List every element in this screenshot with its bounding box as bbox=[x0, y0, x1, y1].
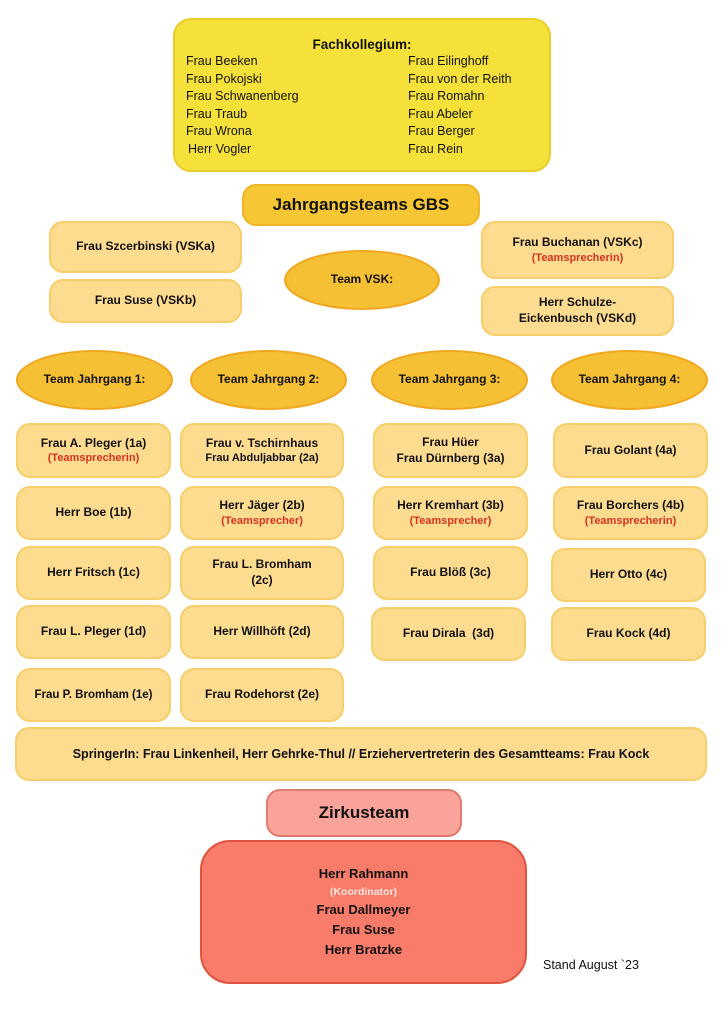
member-name: (2c) bbox=[251, 573, 273, 587]
team-title: Team VSK: bbox=[330, 272, 394, 287]
vsk-member-c bbox=[481, 221, 674, 279]
member-1e bbox=[16, 668, 171, 722]
member-name: Herr Otto (4c) bbox=[589, 567, 668, 582]
team-jahrgang-1-oval bbox=[16, 350, 173, 410]
zirkusteam-title: Zirkusteam bbox=[266, 789, 462, 837]
member-name: Frau Golant (4a) bbox=[584, 442, 677, 457]
fachkollegium-box bbox=[173, 18, 551, 172]
role-label: (Koordinator) bbox=[329, 885, 398, 898]
staff-name: Frau Wrona bbox=[186, 124, 252, 138]
member-name: Herr Kremhart (3b) bbox=[397, 498, 504, 513]
role-label: (Teamsprecherin) bbox=[531, 251, 624, 264]
staff-name: Frau Berger bbox=[408, 124, 475, 138]
role-label: (Teamsprecherin) bbox=[584, 514, 677, 527]
team-jahrgang-4-oval bbox=[551, 350, 708, 410]
member-name: Frau Hüer bbox=[422, 434, 479, 449]
vsk-member-b bbox=[49, 279, 242, 323]
member-1c bbox=[16, 546, 171, 600]
member-2b bbox=[180, 486, 344, 540]
member-name: Frau v. Tschirnhaus bbox=[205, 435, 319, 450]
member-name: Herr Fritsch (1c) bbox=[47, 565, 140, 580]
member-name: Frau A. Pleger (1a) bbox=[40, 435, 147, 450]
zirkusteam-box bbox=[200, 840, 527, 984]
staff-name: Frau Traub bbox=[186, 106, 248, 121]
team-jahrgang-3-oval bbox=[371, 350, 528, 410]
member-4b bbox=[553, 486, 708, 540]
staff-name: Frau Beeken bbox=[186, 54, 258, 68]
member-3d bbox=[371, 607, 526, 661]
member-1b bbox=[16, 486, 171, 540]
member-2a bbox=[180, 423, 344, 478]
team-title: Team Jahrgang 3: bbox=[398, 372, 501, 387]
member-2d bbox=[180, 605, 344, 659]
member-name: Herr Willhöft (2d) bbox=[213, 624, 311, 639]
fachkollegium-right-column bbox=[408, 53, 512, 158]
team-title: Team Jahrgang 4: bbox=[578, 372, 681, 387]
member-name: Herr Boe (1b) bbox=[55, 505, 132, 520]
member-name: Frau P. Bromham (1e) bbox=[34, 688, 153, 701]
member-name: Frau Dallmeyer bbox=[316, 901, 411, 917]
member-name: Frau Rodehorst (2e) bbox=[204, 687, 319, 702]
role-label: (Teamsprecher) bbox=[409, 514, 492, 527]
staff-name: Frau Pokojski bbox=[186, 71, 262, 86]
member-name: Herr Bratzke bbox=[324, 942, 403, 958]
member-name: Frau Abduljabbar (2a) bbox=[205, 452, 319, 465]
role-label: (Teamsprecherin) bbox=[47, 452, 140, 465]
member-4d bbox=[551, 607, 706, 661]
member-2e bbox=[180, 668, 344, 722]
member-name: Frau Blöß (3c) bbox=[410, 565, 491, 580]
vsk-member-a bbox=[49, 221, 242, 273]
member-name: Frau Kock (4d) bbox=[586, 626, 671, 641]
staff-name: Herr Vogler bbox=[188, 141, 252, 156]
jahrgangsteams-title: Jahrgangsteams GBS bbox=[242, 184, 480, 226]
member-name: Frau L. Bromham bbox=[212, 557, 312, 572]
staff-name: Frau Rein bbox=[408, 141, 463, 156]
member-name: Frau Dirala (3d) bbox=[402, 626, 495, 641]
staff-name: Frau Abeler bbox=[408, 106, 473, 121]
member-3a bbox=[373, 423, 528, 478]
springer-text: SpringerIn: Frau Linkenheil, Herr Gehrke-Thul // Erziehervertreterin des Gesamtteams: Frau Kock bbox=[72, 746, 650, 761]
member-2c bbox=[180, 546, 344, 600]
stand-date: Stand August `23 bbox=[543, 958, 639, 972]
role-label: (Teamsprecher) bbox=[221, 514, 303, 527]
fachkollegium-left-column bbox=[186, 53, 299, 158]
member-name: Eickenbusch (VSKd) bbox=[518, 311, 637, 325]
member-name: Frau Suse (VSKb) bbox=[94, 293, 197, 308]
staff-name: Frau Schwanenberg bbox=[186, 89, 299, 103]
member-4c bbox=[551, 548, 706, 602]
team-title: Team Jahrgang 1: bbox=[43, 372, 146, 387]
staff-name: Frau Romahn bbox=[408, 89, 485, 103]
member-1a bbox=[16, 423, 171, 478]
team-title: Team Jahrgang 2: bbox=[217, 372, 320, 387]
vsk-member-d bbox=[481, 286, 674, 336]
member-name: Herr Schulze- bbox=[538, 295, 617, 310]
member-name: Herr Rahmann bbox=[318, 865, 409, 881]
staff-name: Frau von der Reith bbox=[408, 71, 512, 86]
member-name: Frau Szcerbinski (VSKa) bbox=[76, 239, 215, 254]
springer-bar bbox=[15, 727, 707, 781]
member-name: Herr Jäger (2b) bbox=[219, 498, 305, 513]
member-name: Frau Buchanan (VSKc) bbox=[512, 235, 643, 250]
member-3c bbox=[373, 546, 528, 600]
team-vsk-oval bbox=[284, 250, 440, 310]
member-name: Frau Suse bbox=[332, 922, 395, 938]
member-name: Frau Borchers (4b) bbox=[576, 498, 685, 513]
member-name: Frau L. Pleger (1d) bbox=[40, 624, 147, 639]
member-1d bbox=[16, 605, 171, 659]
member-name: Frau Dürnberg (3a) bbox=[396, 450, 505, 465]
member-3b bbox=[373, 486, 528, 540]
member-4a bbox=[553, 423, 708, 478]
staff-name: Frau Eilinghoff bbox=[408, 54, 489, 68]
team-jahrgang-2-oval bbox=[190, 350, 347, 410]
fachkollegium-title: Fachkollegium: bbox=[312, 37, 412, 52]
